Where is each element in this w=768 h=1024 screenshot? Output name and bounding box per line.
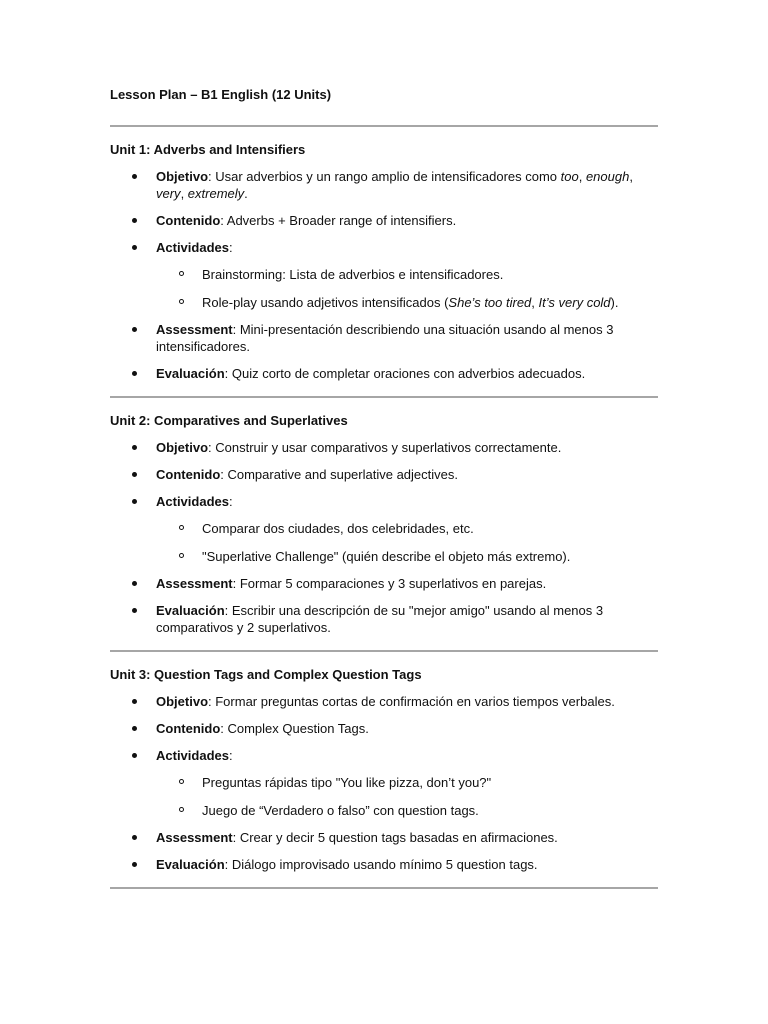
separator-text: ,	[629, 169, 633, 184]
actividades-item	[110, 493, 658, 565]
activity-item	[156, 520, 658, 537]
circle-bullet-icon	[179, 299, 184, 304]
bullet-icon	[132, 862, 137, 867]
item-label: Contenido	[156, 467, 221, 482]
contenido-item	[110, 212, 658, 229]
item-label: Actividades	[156, 494, 229, 509]
item-text: : Formar preguntas cortas de confirmación en varios tiempos verbales.	[208, 694, 615, 709]
evaluacion-item	[110, 856, 658, 873]
bullet-icon	[132, 581, 137, 586]
item-text: : Diálogo improvisado usando mínimo 5 question tags.	[224, 857, 538, 872]
activity-list	[156, 266, 658, 311]
activity-text: Brainstorming: Lista de adverbios e intensificadores.	[202, 267, 504, 282]
item-text: : Formar 5 comparaciones y 3 superlativos en parejas.	[232, 576, 547, 591]
circle-bullet-icon	[179, 525, 184, 530]
bullet-icon	[132, 835, 137, 840]
section-divider	[110, 887, 658, 889]
document-page	[110, 86, 658, 889]
item-label: Evaluación	[156, 366, 225, 381]
bullet-icon	[132, 327, 137, 332]
item-label: Objetivo	[156, 694, 209, 709]
bullet-icon	[132, 445, 137, 450]
item-text: : Mini-presentación describiendo una situación usando al menos 3 intensificadores.	[156, 322, 614, 354]
objetivo-item	[110, 439, 658, 456]
assessment-item	[110, 321, 658, 355]
bullet-icon	[132, 371, 137, 376]
unit-1-section	[110, 127, 658, 396]
circle-bullet-icon	[179, 779, 184, 784]
activity-item	[156, 802, 658, 819]
bullet-icon	[132, 699, 137, 704]
circle-bullet-icon	[179, 807, 184, 812]
item-text: : Complex Question Tags.	[220, 721, 369, 736]
example-text: too	[560, 169, 579, 184]
circle-bullet-icon	[179, 553, 184, 558]
unit-3-items	[110, 693, 658, 873]
bullet-icon	[132, 218, 137, 223]
item-text: : Construir y usar comparativos y superlativos correctamente.	[208, 440, 562, 455]
example-text: It’s very cold	[538, 295, 611, 310]
item-text: : Escribir una descripción de su "mejor amigo" usando al menos 3 comparativos y 2 superlativos.	[156, 603, 604, 635]
item-text: : Usar adverbios y un rango amplio de intensificadores como	[208, 169, 561, 184]
activity-list	[156, 520, 658, 565]
activity-item	[156, 774, 658, 791]
item-text: : Comparative and superlative adjectives.	[220, 467, 458, 482]
bullet-icon	[132, 174, 137, 179]
activity-list	[156, 774, 658, 819]
separator-text: ,	[531, 295, 539, 310]
assessment-item	[110, 575, 658, 592]
item-label: Evaluación	[156, 603, 225, 618]
objetivo-item	[110, 168, 658, 202]
unit-title: Unit 1: Adverbs and Intensifiers	[110, 142, 306, 157]
unit-title: Unit 3: Question Tags and Complex Question Tags	[110, 667, 422, 682]
activity-text: Preguntas rápidas tipo "You like pizza, don’t you?"	[202, 775, 492, 790]
activity-item	[156, 548, 658, 565]
item-text: : Quiz corto de completar oraciones con adverbios adecuados.	[224, 366, 586, 381]
item-label: Actividades	[156, 748, 229, 763]
item-label: Assessment	[156, 830, 233, 845]
separator-text: ,	[578, 169, 586, 184]
example-text: very	[156, 186, 181, 201]
activity-text: Juego de “Verdadero o falso” con question tags.	[202, 803, 479, 818]
unit-title: Unit 2: Comparatives and Superlatives	[110, 413, 348, 428]
activity-item	[156, 294, 658, 311]
item-text: :	[228, 240, 233, 255]
evaluacion-item	[110, 365, 658, 382]
bullet-icon	[132, 608, 137, 613]
unit-3-section	[110, 652, 658, 887]
item-label: Contenido	[156, 213, 221, 228]
actividades-item	[110, 747, 658, 819]
evaluacion-item	[110, 602, 658, 636]
item-text: : Crear y decir 5 question tags basadas en afirmaciones.	[232, 830, 558, 845]
bullet-icon	[132, 753, 137, 758]
separator-text: ,	[180, 186, 188, 201]
item-text: :	[228, 494, 233, 509]
punctuation-text: .	[244, 186, 248, 201]
activity-text: Role-play usando adjetivos intensificados (	[202, 295, 449, 310]
example-text: extremely	[187, 186, 245, 201]
unit-1-items	[110, 168, 658, 382]
item-label: Assessment	[156, 576, 233, 591]
bullet-icon	[132, 726, 137, 731]
assessment-item	[110, 829, 658, 846]
bullet-icon	[132, 472, 137, 477]
unit-2-items	[110, 439, 658, 636]
item-label: Evaluación	[156, 857, 225, 872]
example-text: enough	[585, 169, 630, 184]
contenido-item	[110, 466, 658, 483]
document-title: Lesson Plan – B1 English (12 Units)	[110, 87, 332, 102]
contenido-item	[110, 720, 658, 737]
activity-item	[156, 266, 658, 283]
unit-2-section	[110, 398, 658, 650]
item-text: :	[228, 748, 233, 763]
actividades-item	[110, 239, 658, 311]
item-label: Contenido	[156, 721, 221, 736]
objetivo-item	[110, 693, 658, 710]
item-label: Actividades	[156, 240, 229, 255]
activity-text: Comparar dos ciudades, dos celebridades, etc.	[202, 521, 474, 536]
item-label: Objetivo	[156, 440, 209, 455]
bullet-icon	[132, 499, 137, 504]
activity-text: "Superlative Challenge" (quién describe el objeto más extremo).	[202, 549, 571, 564]
bullet-icon	[132, 245, 137, 250]
item-label: Objetivo	[156, 169, 209, 184]
example-text: She’s too tired	[448, 295, 532, 310]
circle-bullet-icon	[179, 271, 184, 276]
item-label: Assessment	[156, 322, 233, 337]
punctuation-text: ).	[610, 295, 619, 310]
item-text: : Adverbs + Broader range of intensifiers.	[220, 213, 457, 228]
